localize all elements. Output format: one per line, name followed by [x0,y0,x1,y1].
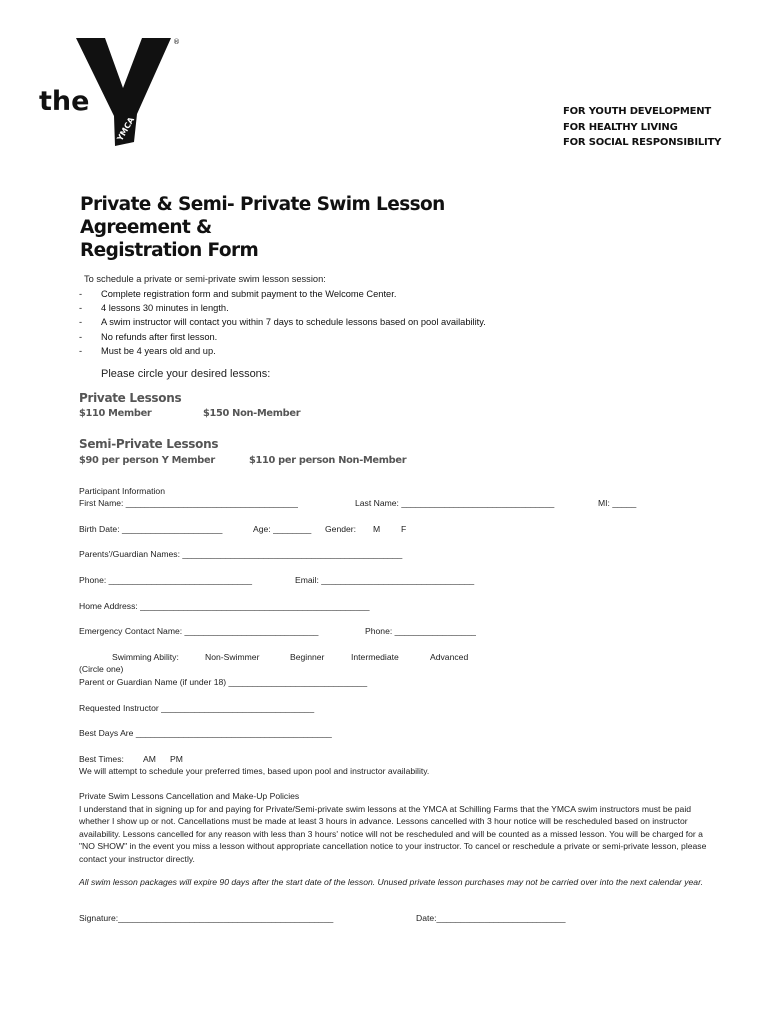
ability-option[interactable]: Non-Swimmer [205,652,260,662]
tagline-line: FOR YOUTH DEVELOPMENT [563,106,712,117]
bullet-marker: - [79,332,83,342]
best-times-label: Best Times: [79,754,124,764]
bullet-item: No refunds after first lesson. [101,332,218,342]
tagline-line: FOR SOCIAL RESPONSIBILITY [563,137,722,148]
bullet-item: A swim instructor will contact you within 7 days to schedule lessons based on pool availability. [101,317,486,327]
private-member-price[interactable]: $110 Member [79,408,152,419]
private-non-member-price[interactable]: $150 Non-Member [203,408,301,419]
gender-female-option[interactable]: F [401,524,407,534]
parents-guardian-field[interactable]: Parents'/Guardian Names: ______________________________________________ [79,549,403,559]
logo-ymca-text: YMCA [115,115,137,143]
bullet-item: Complete registration form and submit payment to the Welcome Center. [101,289,397,299]
page-title: Agreement & [80,217,212,238]
ymca-logo [38,36,188,148]
semi-private-lessons-heading: Semi-Private Lessons [79,437,219,451]
parent-guardian-under18-field[interactable]: Parent or Guardian Name (if under 18) _____________________________ [79,677,368,687]
email-field[interactable]: Email: ________________________________ [295,575,475,585]
best-times-am-option[interactable]: AM [143,754,156,764]
last-name-field[interactable]: Last Name: ________________________________ [355,498,555,508]
bullet-item: Must be 4 years old and up. [101,346,216,356]
emergency-contact-field[interactable]: Emergency Contact Name: ____________________________ [79,626,319,636]
ability-option[interactable]: Advanced [430,652,469,662]
signature-field[interactable]: Signature:_____________________________________________ [79,913,334,923]
swimming-ability-label: Swimming Ability: [112,652,179,662]
page-title: Private & Semi- Private Swim Lesson [80,194,445,215]
policy-heading: Private Swim Lessons Cancellation and Make-Up Policies [79,791,300,801]
requested-instructor-field[interactable]: Requested Instructor ________________________________ [79,703,315,713]
tagline-line: FOR HEALTHY LIVING [563,122,678,133]
scheduling-note: We will attempt to schedule your preferred times, based upon pool and instructor availability. [79,766,430,776]
best-days-field[interactable]: Best Days Are _________________________________________ [79,728,332,738]
private-lessons-heading: Private Lessons [79,391,182,405]
bullet-item: 4 lessons 30 minutes in length. [101,303,229,313]
emergency-phone-field[interactable]: Phone: _________________ [365,626,476,636]
ability-option[interactable]: Beginner [290,652,325,662]
first-name-field[interactable]: First Name: ____________________________________ [79,498,298,508]
logo-the-text: the [39,86,90,117]
circle-prompt: Please circle your desired lessons: [101,368,271,380]
bullet-marker: - [79,317,83,327]
circle-one-note: (Circle one) [79,664,124,674]
semi-private-non-member-price[interactable]: $110 per person Non-Member [249,455,407,466]
registered-mark: ® [173,38,180,46]
bullet-marker: - [79,346,83,356]
semi-private-member-price[interactable]: $90 per person Y Member [79,455,215,466]
gender-male-option[interactable]: M [373,524,381,534]
intro-text: To schedule a private or semi-private swim lesson session: [84,274,326,284]
birth-date-field[interactable]: Birth Date: _____________________ [79,524,223,534]
gender-label: Gender: [325,524,357,534]
mi-field[interactable]: MI: _____ [598,498,637,508]
phone-field[interactable]: Phone: ______________________________ [79,575,253,585]
policy-text: I understand that in signing up for and paying for Private/Semi-private swim lessons at the YMCA at Schilling Farms that the YMCA swim instructors must be paid whether I show up or not. Cancellations must be made at least 3 hours in advance. Lessons cancelled with 3 hour notice will be rescheduled based on instructor availability. Lessons cancelled for any reason with less than 3 hours' notice will not be rescheduled and will be counted as a missed lesson. You will be charged for a "NO SHOW" in the event you miss a lesson without appropriate cancellation notice to your instructor. To cancel or reschedule a private or semi-private lesson, please contact your instructor directly. [79,804,707,864]
best-times-pm-option[interactable]: PM [170,754,183,764]
bullet-marker: - [79,303,83,313]
ability-option[interactable]: Intermediate [351,652,399,662]
date-field[interactable]: Date:___________________________ [416,913,566,923]
age-field[interactable]: Age: ________ [253,524,312,534]
page-title: Registration Form [80,240,259,261]
home-address-field[interactable]: Home Address: ________________________________________________ [79,601,370,611]
bullet-marker: - [79,289,83,299]
expiry-note: All swim lesson packages will expire 90 days after the start date of the lesson. Unused private lesson purchases may not be carried over into the next calendar year. [79,877,704,887]
participant-info-label: Participant Information [79,486,165,496]
